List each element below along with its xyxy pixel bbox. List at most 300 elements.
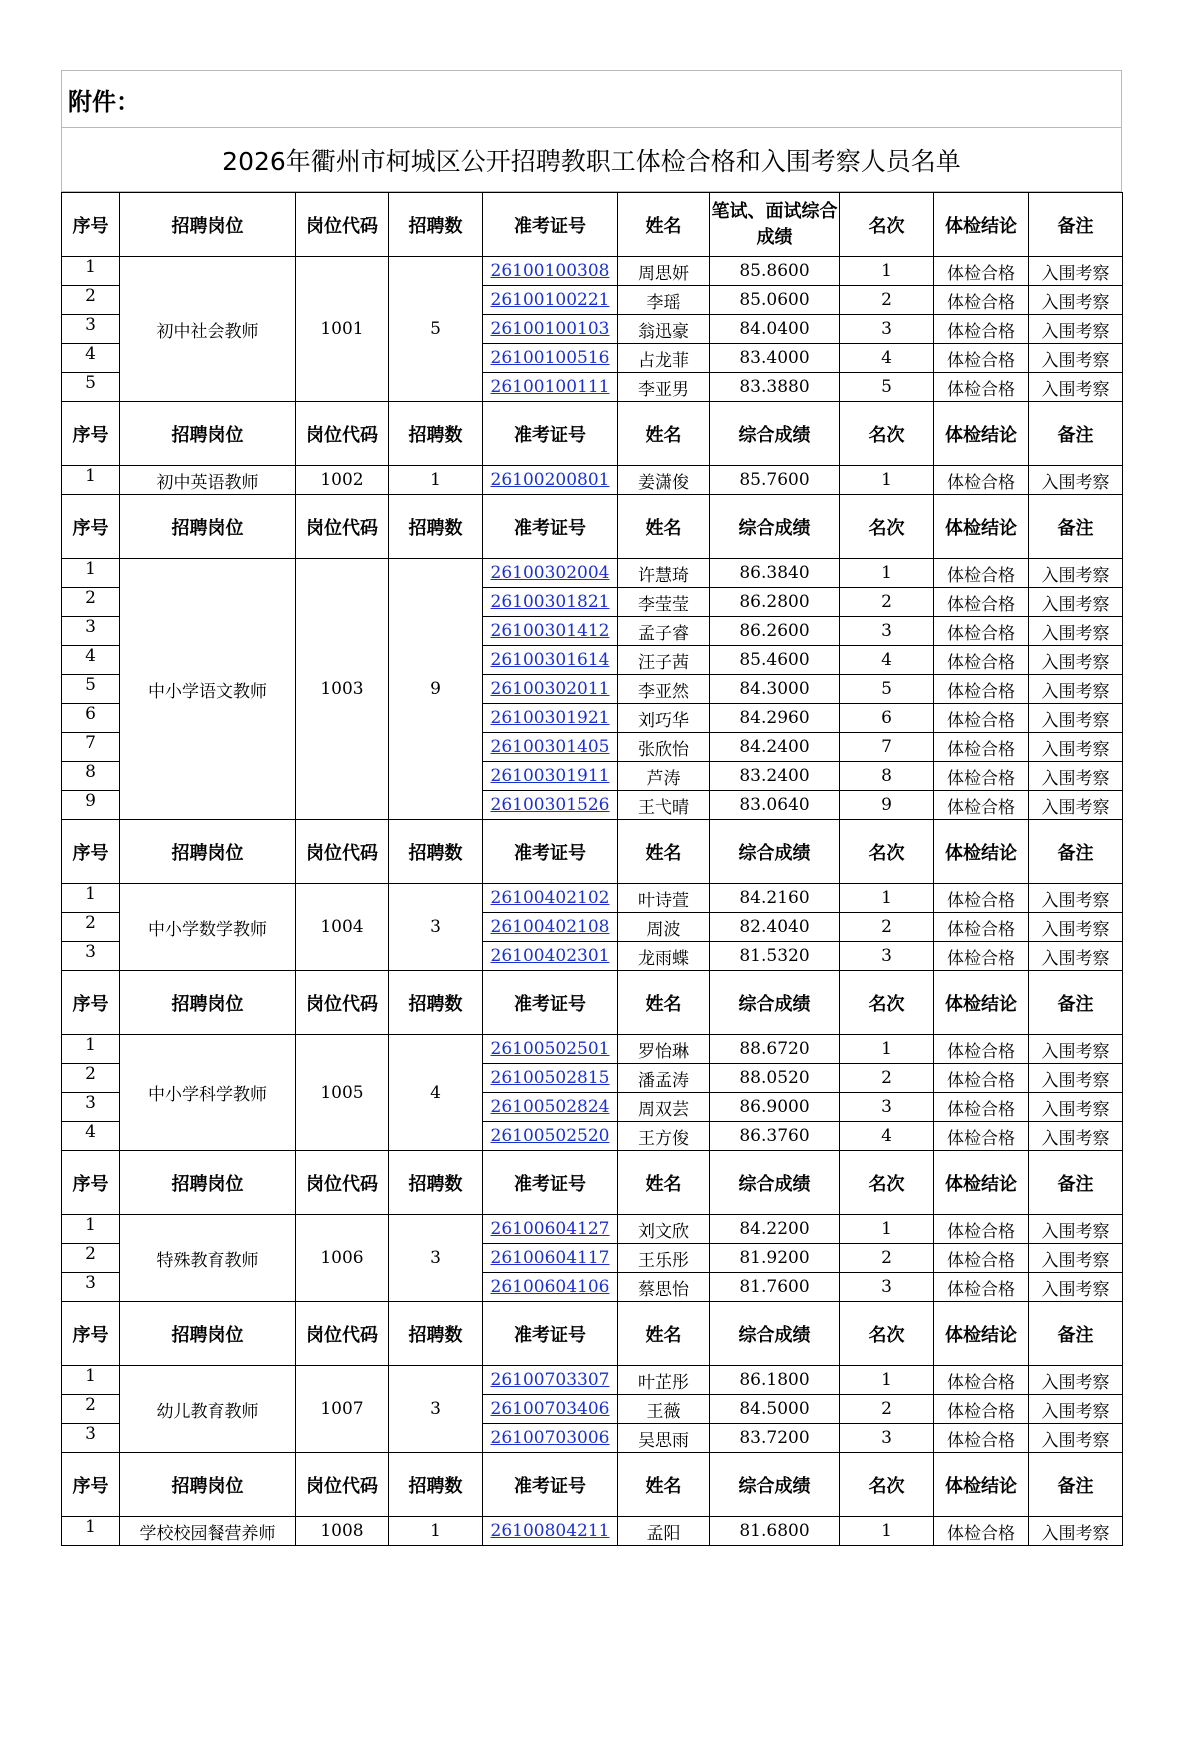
code-cell: 1007 <box>296 1366 389 1453</box>
seq-cell: 5 <box>62 675 120 704</box>
seq-cell: 8 <box>62 762 120 791</box>
exam-id-link[interactable]: 26100302011 <box>483 675 618 704</box>
score-cell: 85.7600 <box>710 466 840 495</box>
name-cell: 罗怡琳 <box>618 1035 710 1064</box>
score-cell: 84.3000 <box>710 675 840 704</box>
name-cell: 姜潇俊 <box>618 466 710 495</box>
header-row <box>62 193 1123 257</box>
seq-cell: 1 <box>62 1366 120 1395</box>
note-cell: 入围考察 <box>1029 1244 1123 1273</box>
count-cell: 5 <box>389 257 483 402</box>
name-cell: 蔡思怡 <box>618 1273 710 1302</box>
exam-id-link[interactable]: 26100502824 <box>483 1093 618 1122</box>
column-header-seq: 序号 <box>62 971 120 1035</box>
column-header-exam: 体检结论 <box>934 1453 1029 1517</box>
header-row <box>62 820 1123 884</box>
column-header-count: 招聘数 <box>389 193 483 257</box>
score-cell: 86.2800 <box>710 588 840 617</box>
column-header-code: 岗位代码 <box>296 402 389 466</box>
column-header-id: 准考证号 <box>483 1302 618 1366</box>
position-cell: 中小学语文教师 <box>120 559 296 820</box>
seq-cell: 4 <box>62 646 120 675</box>
column-header-position: 招聘岗位 <box>120 820 296 884</box>
note-cell: 入围考察 <box>1029 762 1123 791</box>
name-cell: 李莹莹 <box>618 588 710 617</box>
note-cell: 入围考察 <box>1029 315 1123 344</box>
score-cell: 83.0640 <box>710 791 840 820</box>
score-cell: 83.7200 <box>710 1424 840 1453</box>
exam-result-cell: 体检合格 <box>934 791 1029 820</box>
count-cell: 3 <box>389 884 483 971</box>
exam-id-link[interactable]: 26100301614 <box>483 646 618 675</box>
exam-id-link[interactable]: 26100301405 <box>483 733 618 762</box>
count-cell: 9 <box>389 559 483 820</box>
name-cell: 叶芷彤 <box>618 1366 710 1395</box>
rank-cell: 3 <box>840 315 934 344</box>
score-cell: 83.3880 <box>710 373 840 402</box>
exam-id-link[interactable]: 26100604106 <box>483 1273 618 1302</box>
column-header-count: 招聘数 <box>389 402 483 466</box>
column-header-code: 岗位代码 <box>296 1302 389 1366</box>
count-cell: 4 <box>389 1035 483 1151</box>
rank-cell: 1 <box>840 884 934 913</box>
column-header-count: 招聘数 <box>389 1151 483 1215</box>
column-header-seq: 序号 <box>62 1302 120 1366</box>
column-header-seq: 序号 <box>62 193 120 257</box>
exam-result-cell: 体检合格 <box>934 1424 1029 1453</box>
exam-id-link[interactable]: 26100703006 <box>483 1424 618 1453</box>
column-header-rank: 名次 <box>840 1453 934 1517</box>
table-row <box>62 466 1123 495</box>
name-cell: 刘文欣 <box>618 1215 710 1244</box>
note-cell: 入围考察 <box>1029 1395 1123 1424</box>
column-header-position: 招聘岗位 <box>120 1453 296 1517</box>
name-cell: 孟阳 <box>618 1517 710 1546</box>
score-cell: 85.8600 <box>710 257 840 286</box>
note-cell: 入围考察 <box>1029 1517 1123 1546</box>
note-cell: 入围考察 <box>1029 257 1123 286</box>
table-row <box>62 1215 1123 1244</box>
column-header-position: 招聘岗位 <box>120 495 296 559</box>
score-cell: 81.9200 <box>710 1244 840 1273</box>
column-header-rank: 名次 <box>840 495 934 559</box>
score-cell: 83.4000 <box>710 344 840 373</box>
exam-id-link[interactable]: 26100502501 <box>483 1035 618 1064</box>
column-header-name: 姓名 <box>618 1151 710 1215</box>
exam-result-cell: 体检合格 <box>934 942 1029 971</box>
name-cell: 龙雨蝶 <box>618 942 710 971</box>
column-header-count: 招聘数 <box>389 495 483 559</box>
exam-result-cell: 体检合格 <box>934 344 1029 373</box>
column-header-seq: 序号 <box>62 495 120 559</box>
position-cell: 特殊教育教师 <box>120 1215 296 1302</box>
roster-body <box>62 193 1123 1546</box>
table-row <box>62 1366 1123 1395</box>
exam-result-cell: 体检合格 <box>934 884 1029 913</box>
column-header-name: 姓名 <box>618 1302 710 1366</box>
note-cell: 入围考察 <box>1029 1424 1123 1453</box>
seq-cell: 4 <box>62 344 120 373</box>
column-header-code: 岗位代码 <box>296 495 389 559</box>
exam-result-cell: 体检合格 <box>934 704 1029 733</box>
rank-cell: 1 <box>840 1215 934 1244</box>
rank-cell: 2 <box>840 286 934 315</box>
column-header-code: 岗位代码 <box>296 971 389 1035</box>
name-cell: 占龙菲 <box>618 344 710 373</box>
column-header-note: 备注 <box>1029 1453 1123 1517</box>
seq-cell: 1 <box>62 559 120 588</box>
score-cell: 88.6720 <box>710 1035 840 1064</box>
column-header-rank: 名次 <box>840 971 934 1035</box>
rank-cell: 3 <box>840 1424 934 1453</box>
column-header-note: 备注 <box>1029 193 1123 257</box>
rank-cell: 2 <box>840 588 934 617</box>
seq-cell: 1 <box>62 1035 120 1064</box>
name-cell: 翁迅豪 <box>618 315 710 344</box>
column-header-name: 姓名 <box>618 402 710 466</box>
score-cell: 81.6800 <box>710 1517 840 1546</box>
code-cell: 1006 <box>296 1215 389 1302</box>
exam-id-link[interactable]: 26100402301 <box>483 942 618 971</box>
score-cell: 88.0520 <box>710 1064 840 1093</box>
column-header-exam: 体检结论 <box>934 193 1029 257</box>
column-header-name: 姓名 <box>618 495 710 559</box>
code-cell: 1001 <box>296 257 389 402</box>
note-cell: 入围考察 <box>1029 704 1123 733</box>
column-header-name: 姓名 <box>618 193 710 257</box>
score-cell: 84.0400 <box>710 315 840 344</box>
name-cell: 吴思雨 <box>618 1424 710 1453</box>
exam-result-cell: 体检合格 <box>934 1273 1029 1302</box>
column-header-code: 岗位代码 <box>296 1151 389 1215</box>
roster-table <box>61 192 1123 1546</box>
table-row <box>62 884 1123 913</box>
exam-id-link[interactable]: 26100301911 <box>483 762 618 791</box>
document-sheet <box>61 70 1122 1546</box>
position-cell: 初中社会教师 <box>120 257 296 402</box>
score-cell: 81.7600 <box>710 1273 840 1302</box>
count-cell: 1 <box>389 466 483 495</box>
score-cell: 84.2200 <box>710 1215 840 1244</box>
exam-result-cell: 体检合格 <box>934 1215 1029 1244</box>
column-header-rank: 名次 <box>840 402 934 466</box>
exam-result-cell: 体检合格 <box>934 1244 1029 1273</box>
score-cell: 86.3840 <box>710 559 840 588</box>
column-header-count: 招聘数 <box>389 971 483 1035</box>
header-row <box>62 971 1123 1035</box>
note-cell: 入围考察 <box>1029 646 1123 675</box>
exam-id-link[interactable]: 26100301412 <box>483 617 618 646</box>
exam-result-cell: 体检合格 <box>934 315 1029 344</box>
column-header-rank: 名次 <box>840 193 934 257</box>
column-header-id: 准考证号 <box>483 1151 618 1215</box>
seq-cell: 3 <box>62 617 120 646</box>
exam-result-cell: 体检合格 <box>934 733 1029 762</box>
note-cell: 入围考察 <box>1029 942 1123 971</box>
exam-id-link[interactable]: 26100301821 <box>483 588 618 617</box>
seq-cell: 2 <box>62 286 120 315</box>
exam-result-cell: 体检合格 <box>934 588 1029 617</box>
exam-result-cell: 体检合格 <box>934 1395 1029 1424</box>
note-cell: 入围考察 <box>1029 913 1123 942</box>
rank-cell: 3 <box>840 617 934 646</box>
seq-cell: 2 <box>62 588 120 617</box>
rank-cell: 1 <box>840 1366 934 1395</box>
count-cell: 3 <box>389 1366 483 1453</box>
note-cell: 入围考察 <box>1029 588 1123 617</box>
header-row <box>62 1151 1123 1215</box>
rank-cell: 1 <box>840 559 934 588</box>
seq-cell: 9 <box>62 791 120 820</box>
code-cell: 1008 <box>296 1517 389 1546</box>
exam-id-link[interactable]: 26100100111 <box>483 373 618 402</box>
exam-result-cell: 体检合格 <box>934 762 1029 791</box>
score-cell: 84.2400 <box>710 733 840 762</box>
seq-cell: 2 <box>62 1064 120 1093</box>
seq-cell: 1 <box>62 1517 120 1546</box>
position-cell: 中小学数学教师 <box>120 884 296 971</box>
column-header-code: 岗位代码 <box>296 193 389 257</box>
rank-cell: 7 <box>840 733 934 762</box>
header-row <box>62 402 1123 466</box>
exam-id-link[interactable]: 26100604127 <box>483 1215 618 1244</box>
note-cell: 入围考察 <box>1029 617 1123 646</box>
seq-cell: 1 <box>62 884 120 913</box>
note-cell: 入围考察 <box>1029 1064 1123 1093</box>
column-header-exam: 体检结论 <box>934 820 1029 884</box>
column-header-exam: 体检结论 <box>934 1302 1029 1366</box>
rank-cell: 4 <box>840 344 934 373</box>
name-cell: 李亚然 <box>618 675 710 704</box>
column-header-name: 姓名 <box>618 1453 710 1517</box>
name-cell: 王乐彤 <box>618 1244 710 1273</box>
code-cell: 1004 <box>296 884 389 971</box>
column-header-score: 综合成绩 <box>710 820 840 884</box>
exam-id-link[interactable]: 26100100103 <box>483 315 618 344</box>
position-cell: 中小学科学教师 <box>120 1035 296 1151</box>
table-row <box>62 1517 1123 1546</box>
rank-cell: 6 <box>840 704 934 733</box>
seq-cell: 1 <box>62 257 120 286</box>
count-cell: 1 <box>389 1517 483 1546</box>
exam-id-link[interactable]: 26100301921 <box>483 704 618 733</box>
column-header-id: 准考证号 <box>483 1453 618 1517</box>
rank-cell: 2 <box>840 1244 934 1273</box>
column-header-id: 准考证号 <box>483 495 618 559</box>
name-cell: 芦涛 <box>618 762 710 791</box>
exam-id-link[interactable]: 26100100516 <box>483 344 618 373</box>
column-header-count: 招聘数 <box>389 1453 483 1517</box>
code-cell: 1005 <box>296 1035 389 1151</box>
rank-cell: 1 <box>840 1517 934 1546</box>
exam-id-link[interactable]: 26100100221 <box>483 286 618 315</box>
code-cell: 1003 <box>296 559 389 820</box>
name-cell: 王弋晴 <box>618 791 710 820</box>
column-header-note: 备注 <box>1029 971 1123 1035</box>
name-cell: 周双芸 <box>618 1093 710 1122</box>
column-header-score: 笔试、面试综合成绩 <box>710 193 840 257</box>
column-header-position: 招聘岗位 <box>120 971 296 1035</box>
column-header-note: 备注 <box>1029 1151 1123 1215</box>
column-header-seq: 序号 <box>62 820 120 884</box>
rank-cell: 3 <box>840 942 934 971</box>
column-header-id: 准考证号 <box>483 820 618 884</box>
column-header-exam: 体检结论 <box>934 495 1029 559</box>
rank-cell: 4 <box>840 646 934 675</box>
exam-result-cell: 体检合格 <box>934 1366 1029 1395</box>
rank-cell: 5 <box>840 675 934 704</box>
column-header-position: 招聘岗位 <box>120 193 296 257</box>
exam-id-link[interactable]: 26100301526 <box>483 791 618 820</box>
name-cell: 张欣怡 <box>618 733 710 762</box>
note-cell: 入围考察 <box>1029 559 1123 588</box>
score-cell: 85.4600 <box>710 646 840 675</box>
rank-cell: 2 <box>840 1395 934 1424</box>
note-cell: 入围考察 <box>1029 466 1123 495</box>
column-header-name: 姓名 <box>618 820 710 884</box>
exam-result-cell: 体检合格 <box>934 1517 1029 1546</box>
score-cell: 84.2160 <box>710 884 840 913</box>
exam-id-link[interactable]: 26100703307 <box>483 1366 618 1395</box>
name-cell: 王薇 <box>618 1395 710 1424</box>
position-cell: 初中英语教师 <box>120 466 296 495</box>
exam-result-cell: 体检合格 <box>934 559 1029 588</box>
column-header-note: 备注 <box>1029 402 1123 466</box>
exam-id-link[interactable]: 26100302004 <box>483 559 618 588</box>
column-header-id: 准考证号 <box>483 402 618 466</box>
note-cell: 入围考察 <box>1029 1366 1123 1395</box>
score-cell: 86.9000 <box>710 1093 840 1122</box>
exam-result-cell: 体检合格 <box>934 617 1029 646</box>
score-cell: 81.5320 <box>710 942 840 971</box>
rank-cell: 1 <box>840 466 934 495</box>
column-header-code: 岗位代码 <box>296 1453 389 1517</box>
column-header-seq: 序号 <box>62 1453 120 1517</box>
exam-id-link[interactable]: 26100502520 <box>483 1122 618 1151</box>
exam-id-link[interactable]: 26100100308 <box>483 257 618 286</box>
seq-cell: 4 <box>62 1122 120 1151</box>
column-header-exam: 体检结论 <box>934 1151 1029 1215</box>
score-cell: 83.2400 <box>710 762 840 791</box>
exam-result-cell: 体检合格 <box>934 646 1029 675</box>
column-header-score: 综合成绩 <box>710 402 840 466</box>
score-cell: 86.1800 <box>710 1366 840 1395</box>
score-cell: 85.0600 <box>710 286 840 315</box>
column-header-seq: 序号 <box>62 1151 120 1215</box>
exam-result-cell: 体检合格 <box>934 1035 1029 1064</box>
column-header-exam: 体检结论 <box>934 971 1029 1035</box>
rank-cell: 1 <box>840 1035 934 1064</box>
name-cell: 潘孟涛 <box>618 1064 710 1093</box>
note-cell: 入围考察 <box>1029 733 1123 762</box>
exam-result-cell: 体检合格 <box>934 373 1029 402</box>
rank-cell: 8 <box>840 762 934 791</box>
rank-cell: 4 <box>840 1122 934 1151</box>
score-cell: 86.2600 <box>710 617 840 646</box>
rank-cell: 1 <box>840 257 934 286</box>
column-header-rank: 名次 <box>840 1302 934 1366</box>
rank-cell: 3 <box>840 1093 934 1122</box>
exam-id-link[interactable]: 26100402102 <box>483 884 618 913</box>
note-cell: 入围考察 <box>1029 286 1123 315</box>
exam-id-link[interactable]: 26100604117 <box>483 1244 618 1273</box>
note-cell: 入围考察 <box>1029 884 1123 913</box>
seq-cell: 7 <box>62 733 120 762</box>
column-header-score: 综合成绩 <box>710 1453 840 1517</box>
rank-cell: 9 <box>840 791 934 820</box>
column-header-rank: 名次 <box>840 820 934 884</box>
note-cell: 入围考察 <box>1029 1093 1123 1122</box>
note-cell: 入围考察 <box>1029 373 1123 402</box>
column-header-position: 招聘岗位 <box>120 402 296 466</box>
seq-cell: 6 <box>62 704 120 733</box>
column-header-count: 招聘数 <box>389 820 483 884</box>
column-header-name: 姓名 <box>618 971 710 1035</box>
column-header-score: 综合成绩 <box>710 1151 840 1215</box>
rank-cell: 5 <box>840 373 934 402</box>
code-cell: 1002 <box>296 466 389 495</box>
exam-id-link[interactable]: 26100402108 <box>483 913 618 942</box>
table-row <box>62 1035 1123 1064</box>
exam-result-cell: 体检合格 <box>934 257 1029 286</box>
rank-cell: 2 <box>840 913 934 942</box>
rank-cell: 3 <box>840 1273 934 1302</box>
score-cell: 86.3760 <box>710 1122 840 1151</box>
note-cell: 入围考察 <box>1029 344 1123 373</box>
name-cell: 李亚男 <box>618 373 710 402</box>
name-cell: 许慧琦 <box>618 559 710 588</box>
note-cell: 入围考察 <box>1029 791 1123 820</box>
exam-result-cell: 体检合格 <box>934 1122 1029 1151</box>
table-row <box>62 559 1123 588</box>
position-cell: 幼儿教育教师 <box>120 1366 296 1453</box>
name-cell: 周思妍 <box>618 257 710 286</box>
name-cell: 汪子茜 <box>618 646 710 675</box>
seq-cell: 2 <box>62 913 120 942</box>
column-header-id: 准考证号 <box>483 971 618 1035</box>
note-cell: 入围考察 <box>1029 1273 1123 1302</box>
column-header-score: 综合成绩 <box>710 971 840 1035</box>
seq-cell: 3 <box>62 315 120 344</box>
column-header-seq: 序号 <box>62 402 120 466</box>
name-cell: 王方俊 <box>618 1122 710 1151</box>
exam-id-link[interactable]: 26100200801 <box>483 466 618 495</box>
column-header-count: 招聘数 <box>389 1302 483 1366</box>
count-cell: 3 <box>389 1215 483 1302</box>
position-cell: 学校校园餐营养师 <box>120 1517 296 1546</box>
seq-cell: 3 <box>62 1424 120 1453</box>
name-cell: 孟子睿 <box>618 617 710 646</box>
header-row <box>62 495 1123 559</box>
exam-result-cell: 体检合格 <box>934 913 1029 942</box>
column-header-id: 准考证号 <box>483 193 618 257</box>
rank-cell: 2 <box>840 1064 934 1093</box>
column-header-code: 岗位代码 <box>296 820 389 884</box>
table-row <box>62 257 1123 286</box>
exam-id-link[interactable]: 26100502815 <box>483 1064 618 1093</box>
column-header-note: 备注 <box>1029 495 1123 559</box>
seq-cell: 2 <box>62 1244 120 1273</box>
seq-cell: 3 <box>62 942 120 971</box>
name-cell: 叶诗萱 <box>618 884 710 913</box>
column-header-exam: 体检结论 <box>934 402 1029 466</box>
exam-result-cell: 体检合格 <box>934 466 1029 495</box>
note-cell: 入围考察 <box>1029 1035 1123 1064</box>
score-cell: 82.4040 <box>710 913 840 942</box>
exam-id-link[interactable]: 26100804211 <box>483 1517 618 1546</box>
exam-result-cell: 体检合格 <box>934 675 1029 704</box>
exam-id-link[interactable]: 26100703406 <box>483 1395 618 1424</box>
